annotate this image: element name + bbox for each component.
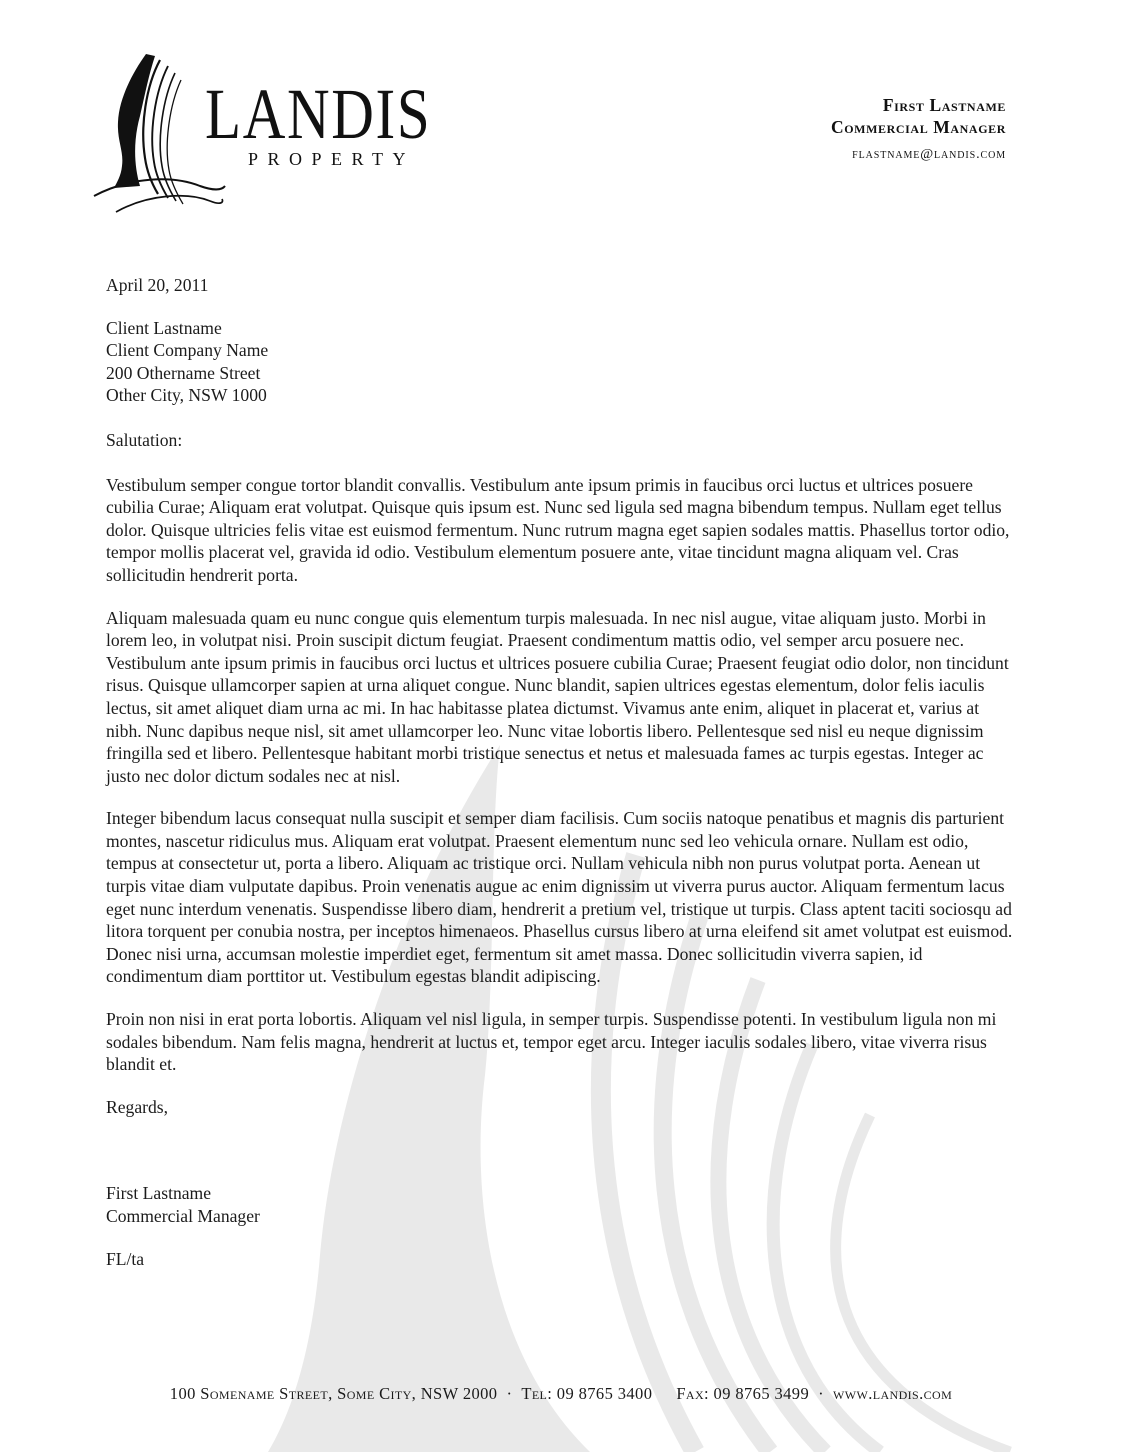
- sender-email: flastname@landis.com: [852, 147, 1006, 162]
- paragraph-2: Aliquam malesuada quam eu nunc congue quis elementum turpis malesuada. In nec nisl augue, vitae aliquam justo. Morbi in lorem leo, in volutpat nisi. Proin suscipit dictum feugiat. Praesent condimentum mattis odio, vel semper arcu posuere nec. Vestibulum ante ipsum primis in faucibus orci luctus et ultrices posuere cubilia Curae; Praesent feugiat odio dolor, non tincidunt risus. Quisque ullamcorper sapien at urna aliquet congue. Nunc blandit, sapien ultrices egestas elementum, dolor felis iaculis lectus, sit amet aliquet diam urna ac mi. In hac habitasse platea dictumst. Vivamus ante enim, aliquet in placerat et, varius at nibh. Nunc dapibus neque nisl, sit amet ullamcorper leo. Nunc vitae lobortis libero. Pellentesque sed nisl eu neque dignissim fringilla sed et libero. Pellentesque habitant morbi tristique senectus et netus et malesuada fames ac turpis egestas. Integer ac justo nec dolor dictum sodales nec at nisl.: [106, 607, 1009, 786]
- sender-contact-block: [831, 94, 1006, 163]
- recipient-company: Client Company Name: [106, 340, 269, 361]
- footer-separator: ·: [506, 1384, 513, 1403]
- letter-body: [106, 274, 1016, 1270]
- signature-name: First Lastname: [106, 1183, 212, 1204]
- recipient-street: 200 Othername Street: [106, 362, 261, 383]
- recipient-city: Other City, NSW 1000: [106, 385, 267, 406]
- footer-tel: Tel: 09 8765 3400: [521, 1384, 653, 1403]
- recipient-address-block: [106, 317, 1016, 407]
- salutation: Salutation:: [106, 429, 183, 450]
- footer-contact-line: [0, 1384, 1122, 1404]
- logo-tagline: PROPERTY: [248, 149, 415, 169]
- paragraph-1: Vestibulum semper congue tortor blandit convallis. Vestibulum ante ipsum primis in faucibus orci luctus et ultrices posuere cubilia Curae; Aliquam erat volutpat. Quisque quis ipsum est. Nunc sed ligula sed magna bibendum tempus. Nullam eget tellus dolor. Quisque ultricies felis vitae est euismod fermentum. Nunc rutrum magna eget sapien sodales mattis. Phasellus tortor odio, tempor mollis placerat vel, gravida id odio. Vestibulum elementum posuere ante, vitae tincidunt magna aliquam vel. Cras sollicitudin hendrerit porta.: [106, 474, 1010, 585]
- signature-title: Commercial Manager: [106, 1206, 260, 1226]
- recipient-name: Client Lastname: [106, 317, 222, 338]
- footer-address: 100 Somename Street, Some City, NSW 2000: [169, 1384, 498, 1403]
- footer-fax: Fax: 09 8765 3499: [676, 1384, 810, 1403]
- closing: Regards,: [106, 1096, 169, 1117]
- footer-web: www.landis.com: [833, 1384, 953, 1403]
- letter-date: April 20, 2011: [106, 275, 209, 295]
- sender-title: Commercial Manager: [831, 117, 1006, 137]
- paragraph-3: Integer bibendum lacus consequat nulla suscipit et semper diam facilisis. Cum sociis natoque penatibus et magnis dis parturient montes, nascetur ridiculus mus. Aliquam erat volutpat. Praesent elementum nunc sed leo vehicula ornare. Nullam est odio, tempus at consectetur ut, porta a libero. Aliquam ac tristique orci. Nullam vehicula nibh non purus volutpat porta. Aenean ut turpis vitae diam vulputate dapibus. Proin venenatis augue ac enim dignissim ut viverra purus auctor. Aliquam fermentum lacus eget nunc interdum venenatis. Suspendisse libero diam, hendrerit a pretium vel, tristique ut turpis. Class aptent taciti sociosqu ad litora torquent per conubia nostra, per inceptos himenaeos. Phasellus cursus libero at urna eleifend sit amet volutpat est euismod. Donec nisi urna, accumsan molestie imperdiet eget, fermentum sit amet massa. Donec sollicitudin viverra sapien, id condimentum diam porttitor ut. Vestibulum egestas blandit adipiscing.: [106, 808, 1013, 987]
- sender-name: First Lastname: [882, 95, 1006, 115]
- footer-separator: ·: [818, 1384, 825, 1403]
- logo-wordmark: LANDIS: [205, 74, 432, 154]
- paragraph-4: Proin non nisi in erat porta lobortis. Aliquam vel nisl ligula, in semper turpis. Suspendisse potenti. In vestibulum ligula non mi sodales bibendum. Nam felis magna, hendrerit at luctus et, tempor eget arcu. Integer iaculis sodales libero, vitae viverra risus blandit et.: [106, 1009, 997, 1075]
- reference-initials: FL/ta: [106, 1248, 145, 1269]
